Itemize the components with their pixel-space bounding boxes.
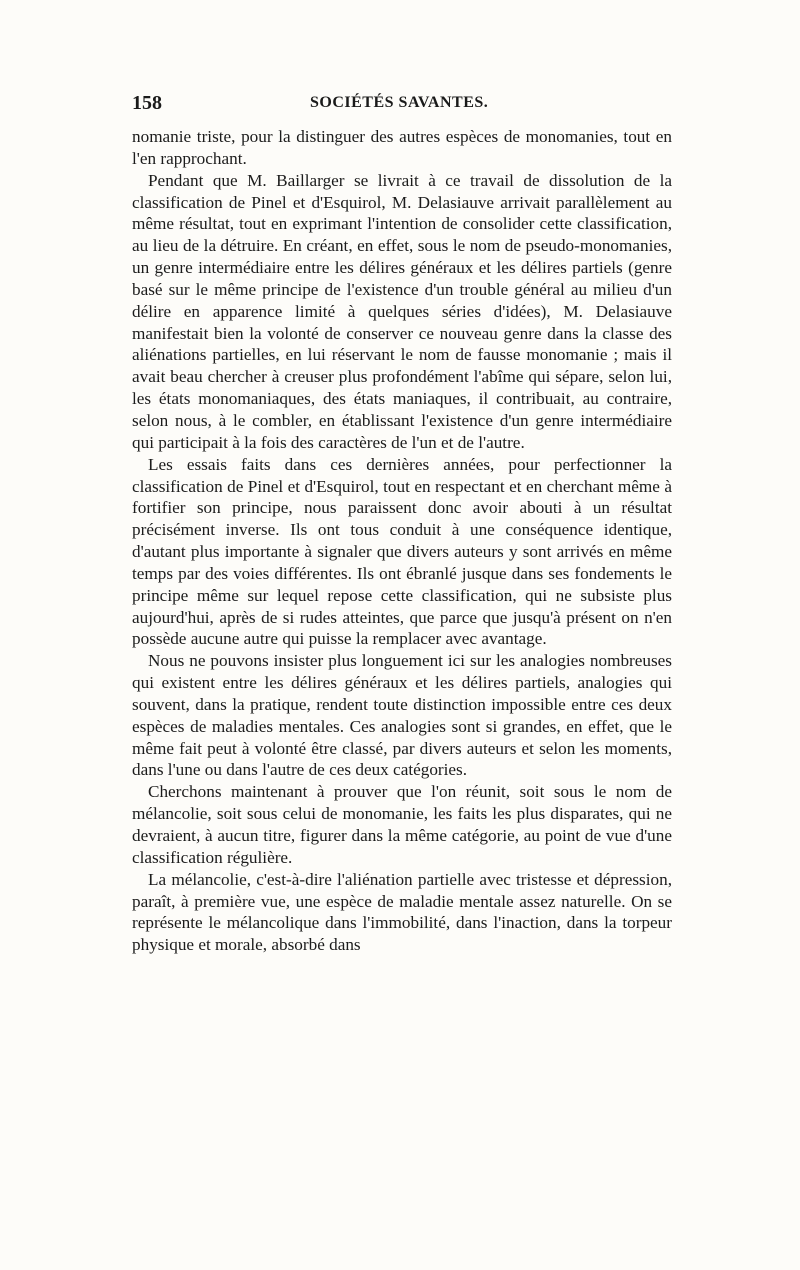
paragraph-continuation: nomanie triste, pour la distinguer des autres espèces de monomanies, tout en l'en rapprochant. bbox=[132, 127, 672, 168]
page-number: 158 bbox=[132, 92, 162, 114]
page-header bbox=[132, 92, 672, 120]
paragraph: Pendant que M. Baillarger se livrait à ce travail de dissolution de la classification de Pinel et d'Esquirol, M. Delasiauve arrivait parallèlement au même résultat, tout en exprimant l'intention de consolider cette classification, au lieu de la détruire. En créant, en effet, sous le nom de pseudo-monomanies, un genre intermédiaire entre les délires généraux et les délires partiels (genre basé sur le même principe de l'existence d'un trouble général au milieu d'un délire en apparence limité à quelques séries d'idées), M. Delasiauve manifestait bien la volonté de conserver ce nouveau genre dans la classe des aliénations partielles, en lui réservant le nom de fausse monomanie ; mais il avait beau chercher à creuser plus profondément l'abîme qui sépare, selon lui, les états monomaniaques, des états maniaques, il contribuait, au contraire, selon nous, à le combler, en établissant l'existence d'un genre intermédiaire qui participait à la fois des caractères de l'un et de l'autre. bbox=[132, 170, 672, 452]
paragraph: La mélancolie, c'est-à-dire l'aliénation partielle avec tristesse et dépression, paraît, à première vue, une espèce de maladie mentale assez naturelle. On se représente le mélancolique dans l'immobilité, dans l'inaction, dans la torpeur physique et morale, absorbé dans bbox=[132, 869, 672, 955]
paragraph: Cherchons maintenant à prouver que l'on réunit, soit sous le nom de mélancolie, soit sous celui de monomanie, les faits les plus disparates, qui ne devraient, à aucun titre, figurer dans la même catégorie, au point de vue d'une classification régulière. bbox=[132, 782, 672, 867]
body-text bbox=[132, 126, 672, 956]
paragraph: Nous ne pouvons insister plus longuement ici sur les analogies nombreuses qui existent entre les délires généraux et les délires partiels, analogies qui souvent, dans la pratique, rendent toute distinction impossible entre ces deux espèces de maladies mentales. Ces analogies sont si grandes, en effet, que le même fait peut à volonté être classé, par divers auteurs et selon les moments, dans l'une ou dans l'autre de ces deux catégories. bbox=[132, 651, 672, 780]
paragraph: Les essais faits dans ces dernières années, pour perfectionner la classification de Pinel et d'Esquirol, tout en respectant et en cherchant même à fortifier son principe, nous paraissent donc avoir abouti à un résultat précisément inverse. Ils ont tous conduit à une conséquence identique, d'autant plus importante à signaler que divers auteurs y sont arrivés en même temps par des voies différentes. Ils ont ébranlé jusque dans ses fondements le principe même sur lequel repose cette classification, qui ne subsiste plus aujourd'hui, après de si rudes atteintes, que parce que jusqu'à présent on n'en possède aucune autre qui puisse la remplacer avec avantage. bbox=[132, 454, 672, 649]
running-title: SOCIÉTÉS SAVANTES. bbox=[310, 94, 489, 111]
